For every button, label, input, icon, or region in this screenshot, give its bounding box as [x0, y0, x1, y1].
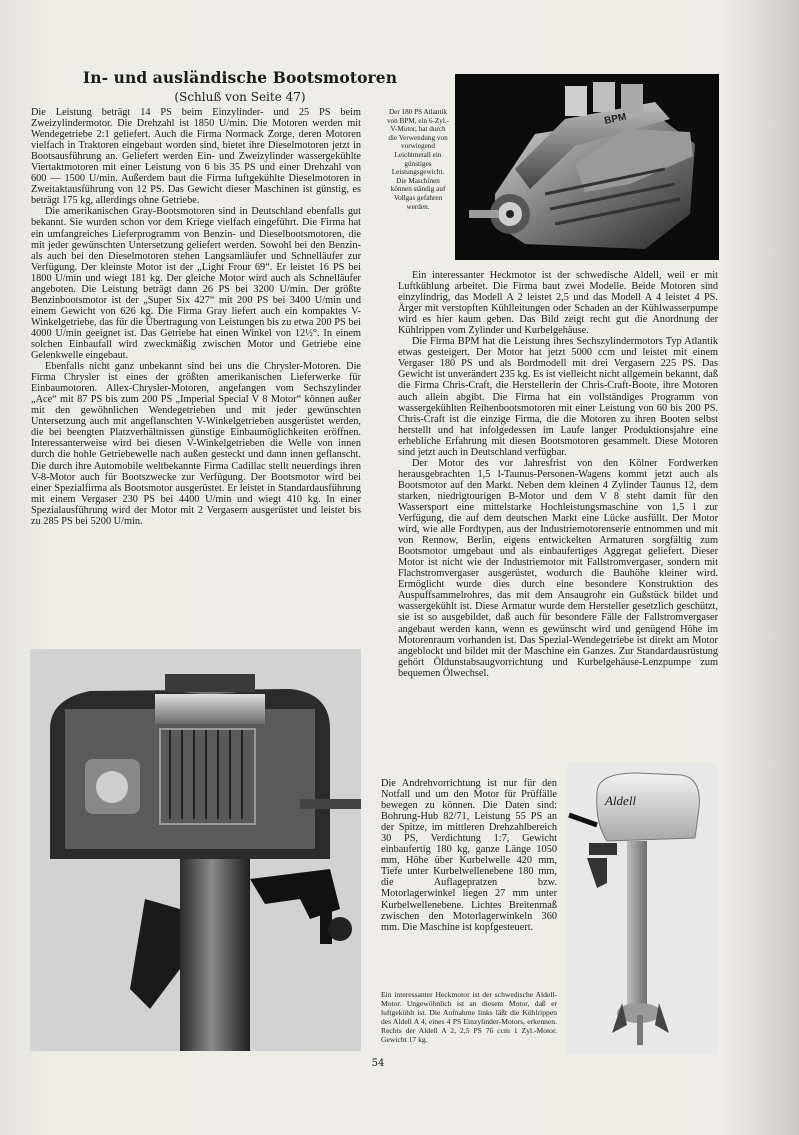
article-title: In- und ausländische Bootsmotoren	[82, 68, 398, 87]
aldell-brand-label: Aldell	[605, 793, 637, 808]
paragraph: Der Motor des vor Jahresfrist von den Kölner Fordwerken herausgebrachten 1,5 l-Taunus-Personen-Wagens kommt jetzt auch als Bootsmotor auf den Markt. Neben dem kleinen 4 Zylinder Taunus 12, dem starken, niedrigtourigen B-Motor und dem V 8 steht damit für den Wassersport eine mittelstarke Hochleistungsmaschine von 1,5 l zur Verfügung, die auf dem deutschen Markt eine Lücke ausfüllt. Der Motor wird, wie alle Fordtypen, aus der Industriemotorenserie entnommen und mit von Rennow, Berlin, eigens entwickelten Armaturen sorgfältig zum Bootsmotor umgebaut und als einbaufertiges Aggregat geliefert. Dieser Motor ist nicht wie der Industriemotor mit Fallstromvergaser, sondern mit Flachstromvergaser ausgerüstet, wodurch die Bauhöhe kleiner wird. Ermöglicht wurde dies durch eine besondere Konstruktion des Auspuffsammelrohres, das mit dem Ansaugrohr ein Gußstück bildet und wassergekühlt ist. Diese Armatur wurde dem Hersteller gesetzlich geschützt, sie ist so ausgebildet, daß auch für besondere Fälle der Fallstromvergaser angebaut werden kann, wenn es gewünscht wird und genügend Höhe im Motorenraum vorhanden ist. Das Spezial-Wendegetriebe ist direkt am Motor angeblockt und bildet mit der Maschine ein Ganzes. Zur Standardausrüstung gehört Öldunstabsaugvorrichtung und Kurbelgehäuse-Lenzpumpe zum bequemen Ölwechsel.	[398, 457, 718, 679]
narrow-column	[381, 778, 557, 933]
paragraph: Die amerikanischen Gray-Bootsmotoren sind in Deutschland ebenfalls gut bekannt. Sie wurden schon vor dem Kriege vielfach eingeführt. Die Firma hat ein umfangreiches Lieferprogramm von Benzin- und Dieselbootsmotoren, die mit jeder gewünschten Untersetzung geliefert werden. Sowohl bei den Benzin- als auch bei den Dieselmotoren stehen Langsamläufer und Schnelläufer zur Verfügung. Der kleinste Motor ist der „Light Frour 69“. Er leistet 16 PS bei 1800 U/min und wiegt 181 kg. Der gleiche Motor wird auch als Schnelläufer angeboten. Die Leistung beträgt dann 26 PS bei 3200 U/min. Der größte Benzinbootsmotor ist der „Super Six 427“ mit 200 PS bei 3400 U/min und einem Gewicht von 626 kg. Die Firma Gray liefert auch ein kompaktes V-Winkelgetriebe, das für die Übertragung von Leistungen bis zu etwa 200 PS bei 4000 U/min geeignet ist. Das Getriebe hat einen Winkel von 12½°. In einem solchen Einbaufall wird zweckmäßig zwischen Motor und Getriebe eine Gelenkwelle eingebaut.	[31, 206, 361, 362]
left-column	[31, 107, 361, 527]
article-subtitle: (Schluß von Seite 47)	[174, 90, 306, 104]
paragraph: Die Firma BPM hat die Leistung ihres Sechszylindermotors Typ Atlantik etwas gesteigert. Der Motor hat jetzt 5000 ccm und leistet mit einem Vergaser 180 PS und als Bordmodell mit drei Vergasern 225 PS. Das Gewicht ist unverändert 235 kg. Es ist vielleicht nicht allgemein bekannt, daß die Firma Chris-Craft, die Herstellerin der Chris-Craft-Boote, ihre Motoren auch allein abgibt. Die Firma hat ein vollständiges Programm von wassergekühlten Reihenbootsmotoren mit einer Leistung von 60 bis 200 PS. Chris-Craft ist die einzige Firma, die die Motoren zu ihren Booten selbst herstellt und hat infolgedessen im Laufe langer Produktionsjahre eine erhebliche Erfahrung mit diesen Bootsmotoren gesammelt. Diese Motoren sind jetzt auch in Deutschland verfügbar.	[398, 336, 718, 458]
page-number: 54	[371, 1058, 385, 1069]
outboard-motor-photo	[30, 649, 361, 1051]
engine-photo	[455, 74, 719, 260]
outboard-motor-illustration	[30, 649, 361, 1051]
aldell-motor-illustration	[567, 763, 717, 1055]
engine-brand-label: BPM	[603, 111, 628, 127]
aldell-photo-caption: Ein interessanter Heckmotor ist der schwedische Aldell-Motor. Ungewöhnlich ist an diesem Motor, daß er luftgekühlt ist. Die Aufnahme links läßt die Kühlrippen des Aldell A 4, eines 4 PS Einzylinder-Motors, erkennen. Rechts der Aldell A 2, 2,5 PS 76 ccm 1 Zyl.-Motor. Gewicht 17 kg.	[381, 990, 557, 1045]
aldell-motor-photo	[567, 763, 717, 1055]
v6-engine-illustration	[455, 74, 719, 260]
paragraph: Ein interessanter Heckmotor ist der schwedische Aldell, weil er mit Luftkühlung arbeitet. Die Firma baut zwei Modelle. Beide Motoren sind einzylindrig, das Modell A 2 leistet 2,5 und das Modell A 4 leistet 4 PS. Ärger mit verstopften Kühlleitungen oder Schaden an der Kühlwasserpumpe wird es hier kaum geben. Das Bild zeigt recht gut die Anordnung der Kühlrippen vom Zylinder und Kurbelgehäuse.	[398, 270, 718, 337]
paragraph: Ebenfalls nicht ganz unbekannt sind bei uns die Chrysler-Motoren. Die Firma Chrysler ist eines der größten amerikanischen Lieferwerke für Einbaumotoren. Allex-Chrysler-Motoren, angefangen vom Sechszylinder „Ace“ mit 87 PS bis zum 200 PS „Imperial Special V 8 Motor“ können außer mit den gewöhnlichen Wendegetrieben und mit jeder gewünschten Untersetzung auch mit angeflanschten V-Winkelgetrieben ausgerüstet werden, die bei beengten Platzverhältnissen günstige Einbaumöglichkeiten eröffnen. Interessanterweise wird bei diesen V-Winkelgetrieben die Welle von innen durch die hohle Getriebewelle nach außen gesteckt und dann innen geflanscht. Die durch ihre Automobile weltbekannte Firma Cadillac stellt neuerdings ihren V-8-Motor auch für Bootszwecke zur Verfügung. Der Bootsmotor wird bei einer Spezialfirma als Bootsmotor ausgerüstet. Er leistet in Standardausführung mit einem Vergaser 230 PS bei 4400 U/min und wiegt 410 kg. In einer Spezialausführung wird der Motor mit 2 Vergasern ausgerüstet und leistet bis zu 285 PS bei 5200 U/min.	[31, 361, 361, 527]
engine-photo-caption: Der 180 PS Atlantik von BPM, ein 6-Zyl.-V-Motor, hat durch die Verwendung von vorwiegend Leichtmetall ein günstiges Leistungsgewicht. Die Maschinen können ständig auf Vollgas gefahren werden.	[386, 108, 450, 211]
right-column	[398, 270, 718, 679]
paragraph: Die Leistung beträgt 14 PS beim Einzylinder- und 25 PS beim Zweizylindermotor. Die Drehzahl ist 1850 U/min. Die Motoren werden mit Wendegetriebe 2:1 geliefert. Auch die Firma Normack Zorge, deren Motoren vielfach in Traktoren eingebaut worden sind, bietet ihre Dieselmotoren jetzt in Bootsausführung an. Geliefert werden Ein- und Zweizylinder wassergekühlte Viertaktmotoren mit einer Leistung von 6 bis 35 PS und einer Drehzahl von 600 — 1500 U/min. Außerdem baut die Firma luftgekühlte Dieselmotoren in Zweitaktausführung von 12 PS. Das Gewicht dieser Maschinen ist günstig, es beträgt 175 kg, allerdings ohne Getriebe.	[31, 107, 361, 207]
paragraph: Die Andrehvorrichtung ist nur für den Notfall und um den Motor für Prüffälle bewegen zu können. Die Daten sind: Bohrung-Hub 82/71, Leistung 55 PS an der Spitze, im mittleren Drehzahlbereich 30 PS, Verdichtung 1:7, Gewicht einbaufertig 180 kg, ganze Länge 1050 mm, Höhe über Kurbelwelle 420 mm, Tiefe unter Kurbelwellenebene 180 mm, die Auflagepratzen bzw. Motorlagerwinkel liegen 27 mm unter Kurbelwellenebene. Lichtes Breitenmaß zwischen den Motorlagerwinkeln 360 mm. Die Maschine ist kopfgesteuert.	[381, 778, 557, 933]
